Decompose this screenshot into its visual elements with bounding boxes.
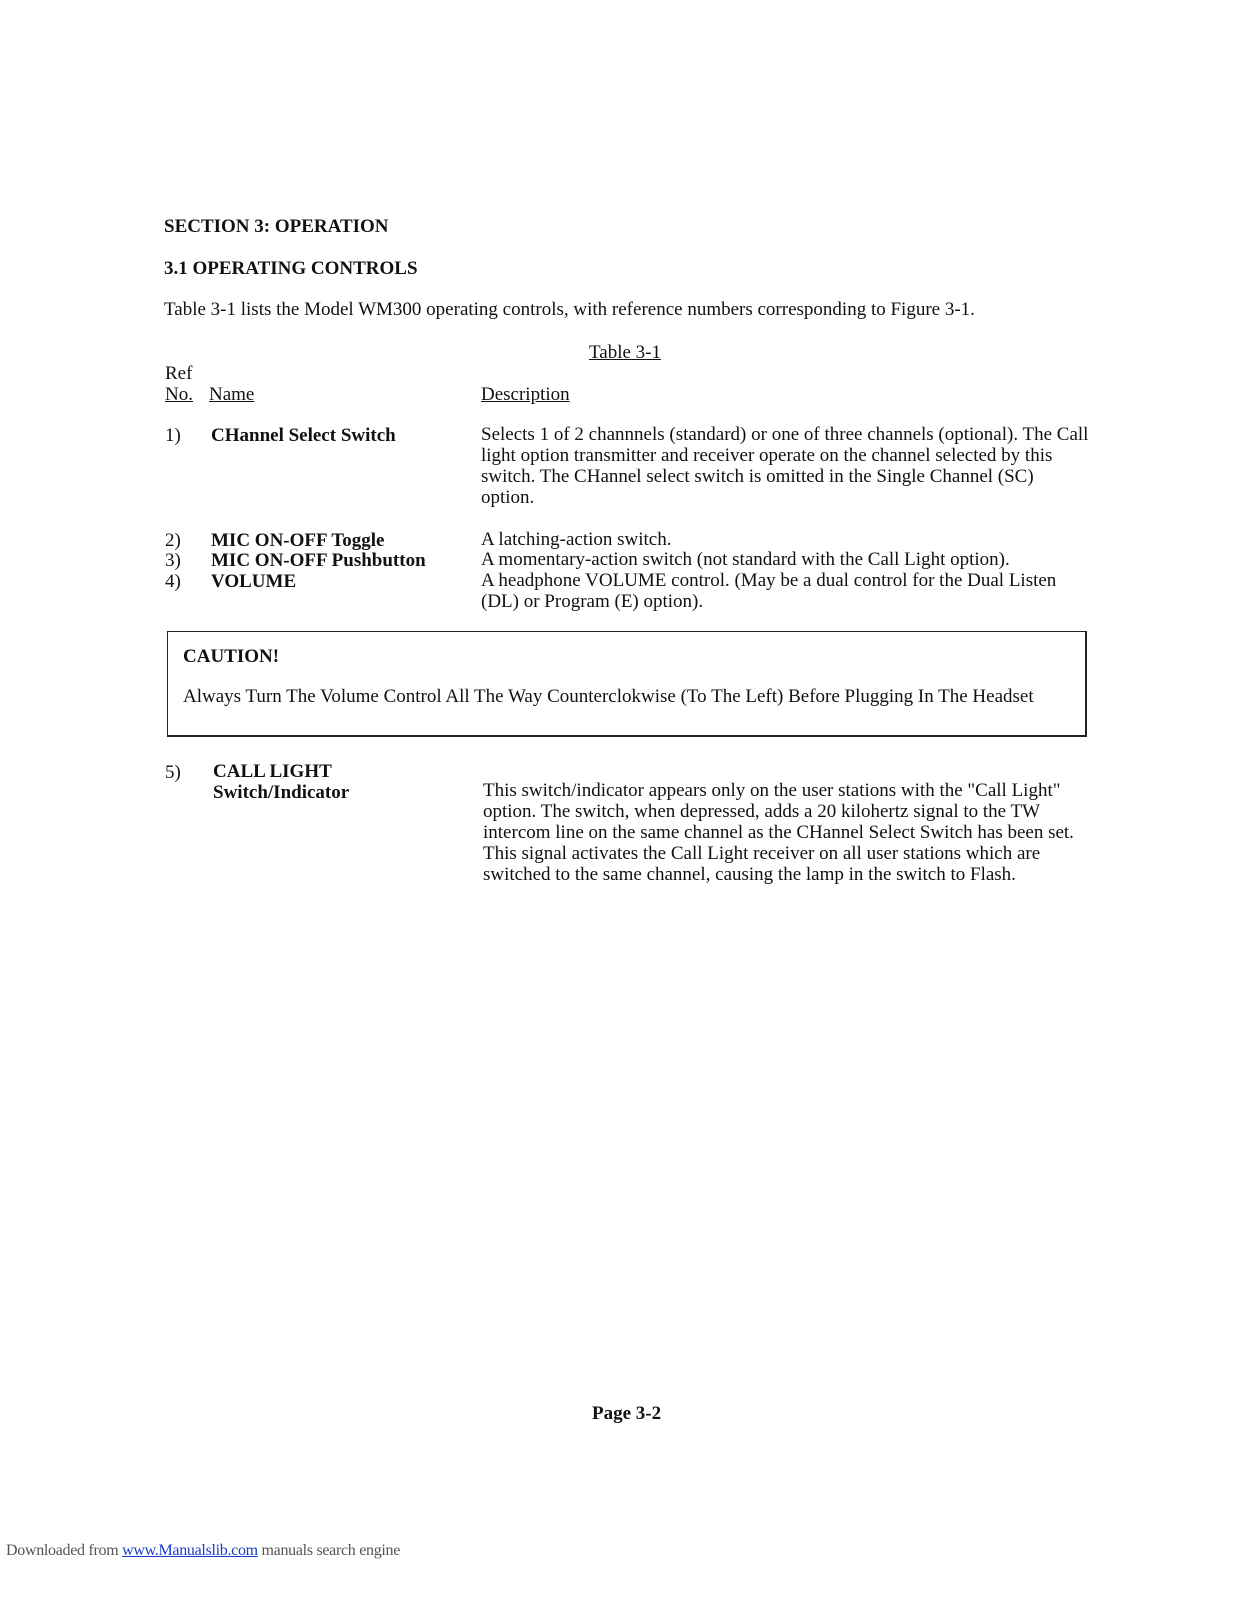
header-description: Description (481, 384, 570, 405)
row-description: A headphone VOLUME control. (May be a dual control for the Dual Listen (DL) or Program (E) option). (481, 570, 1057, 612)
item5-name: CALL LIGHT (213, 761, 332, 782)
row-name: MIC ON-OFF Pushbutton (211, 550, 426, 571)
item5-name-line2: Switch/Indicator (213, 782, 350, 803)
header-ref: Ref (165, 363, 193, 384)
item5-description: This switch/indicator appears only on the user stations with the "Call Light" option. The switch, when depressed, adds a 20 kilohertz signal to the TW intercom line on the same channel as the CHannel Select Switch has been set. This signal activates the Call Light receiver on all user stations which are switched to the same channel, causing the lamp in the switch to Flash. (483, 780, 1074, 885)
row-name: MIC ON-OFF Toggle (211, 530, 385, 551)
footer-link[interactable]: www.Manualslib.com (122, 1542, 258, 1559)
caution-text: Always Turn The Volume Control All The Way Counterclokwise (To The Left) Before Plugging In The Headset (183, 686, 1034, 707)
row-ref: 3) (165, 550, 181, 571)
table-caption: Table 3-1 (589, 342, 662, 363)
footer-suffix: manuals search engine (257, 1542, 401, 1559)
header-no: No. (165, 384, 193, 405)
item5-ref: 5) (165, 762, 181, 783)
footer-prefix: Downloaded from (6, 1542, 123, 1559)
row-ref: 2) (165, 530, 181, 551)
row-ref: 1) (165, 425, 181, 446)
section-title: SECTION 3: OPERATION (164, 216, 389, 237)
row-description: A latching-action switch. (481, 529, 672, 550)
caution-title: CAUTION! (183, 646, 280, 667)
row-name: CHannel Select Switch (211, 425, 396, 446)
caution-box (167, 631, 1087, 737)
subsection-title: 3.1 OPERATING CONTROLS (164, 258, 418, 279)
row-name: VOLUME (211, 571, 297, 592)
row-ref: 4) (165, 571, 181, 592)
footer (6, 1542, 400, 1560)
page-number: Page 3-2 (592, 1403, 662, 1424)
row-description: A momentary-action switch (not standard with the Call Light option). (481, 549, 1010, 570)
intro-paragraph: Table 3-1 lists the Model WM300 operating controls, with reference numbers corresponding to Figure 3-1. (164, 299, 975, 320)
header-name: Name (209, 384, 255, 405)
row-description: Selects 1 of 2 channnels (standard) or one of three channels (optional). The Call light option transmitter and receiver operate on the channel selected by this switch. The CHannel select switch is omitted in the Single Channel (SC) option. (481, 424, 1089, 508)
